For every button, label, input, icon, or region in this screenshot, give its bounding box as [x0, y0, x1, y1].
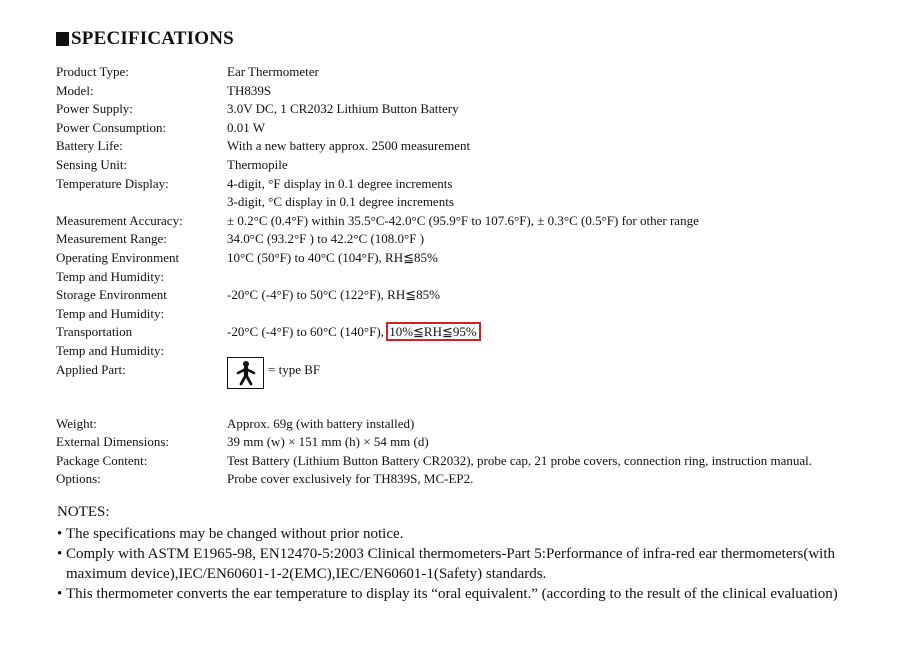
spec-label: External Dimensions: — [56, 434, 170, 450]
spec-value — [227, 323, 481, 342]
spec-label: Battery Life: — [56, 138, 123, 154]
note-text: The specifications may be changed without prior notice. — [66, 526, 404, 542]
spec-row-measurement-accuracy — [56, 212, 896, 231]
spec-row-storage-environment — [56, 286, 896, 305]
spec-row-operating-humidity — [56, 268, 896, 287]
spec-row-operating-environment — [56, 249, 896, 268]
bullet: • — [57, 546, 63, 562]
spec-value: TH839S — [227, 82, 272, 98]
spec-label: Weight: — [56, 415, 97, 431]
spec-row-external-dimensions — [56, 433, 896, 452]
spec-value: 4-digit, °F display in 0.1 degree increments — [227, 175, 453, 191]
spec-label: Temp and Humidity: — [56, 268, 165, 284]
spec-value: Probe cover exclusively for TH839S, MC-EP2. — [227, 471, 474, 487]
spec-value — [227, 361, 320, 393]
list-item — [57, 524, 897, 544]
title-square-icon — [56, 32, 69, 46]
spec-value: 3.0V DC, 1 CR2032 Lithium Button Battery — [227, 101, 459, 117]
spec-row-battery-life — [56, 137, 896, 156]
spec-value: 34.0°C (93.2°F ) to 42.2°C (108.0°F ) — [227, 231, 425, 247]
spec-label: Product Type: — [56, 64, 129, 79]
spec-row-temperature-display — [56, 175, 896, 194]
bullet: • — [57, 586, 63, 602]
spec-row-storage-humidity — [56, 305, 896, 324]
spec-value: 3-digit, °C display in 0.1 degree increments — [227, 194, 454, 210]
spec-row-measurement-range — [56, 230, 896, 249]
spec-row-temperature-display-2 — [56, 193, 896, 212]
spec-label: Transportation — [56, 324, 133, 340]
spec-row-sensing-unit — [56, 156, 896, 175]
spec-row-applied-part — [56, 361, 896, 397]
spec-label: Temperature Display: — [56, 175, 169, 191]
notes-title: NOTES: — [57, 504, 110, 520]
spec-value: -20°C (-4°F) to 50°C (122°F), RH≦85% — [227, 287, 440, 303]
spec-value: Approx. 69g (with battery installed) — [227, 415, 415, 431]
spec-row-package-content — [56, 452, 896, 471]
spec-value: Thermopile — [227, 156, 288, 172]
list-item — [57, 584, 897, 604]
spec-row-power-supply — [56, 100, 896, 119]
notes-section — [57, 502, 897, 604]
spec-label: Model: — [56, 82, 94, 98]
spec-label: Options: — [56, 471, 101, 487]
note-text: Comply with ASTM E1965-98, EN12470-5:2003 Clinical thermometers-Part 5:Performance of infra-red ear thermometers(with maximum device),IEC/EN60601-1-2(EMC),IEC/EN60601-1(Safety) standards. — [66, 546, 835, 582]
spec-label: Package Content: — [56, 452, 148, 468]
spec-label: Storage Environment — [56, 287, 167, 303]
spec-row-weight — [56, 415, 896, 434]
spec-value: With a new battery approx. 2500 measurement — [227, 138, 471, 154]
spec-value: 10°C (50°F) to 40°C (104°F), RH≦85% — [227, 249, 438, 265]
spec-label: Power Consumption: — [56, 119, 167, 135]
spec-value: Test Battery (Lithium Button Battery CR2032), probe cap, 21 probe covers, connection ring, instruction manual. — [227, 452, 813, 468]
type-bf-person-icon — [227, 357, 264, 389]
bullet: • — [57, 526, 63, 542]
spec-label: Operating Environment — [56, 249, 180, 265]
spec-label: Sensing Unit: — [56, 156, 128, 172]
spec-value: 0.01 W — [227, 119, 266, 135]
spec-row-product-type — [56, 63, 896, 82]
spec-row-transportation — [56, 323, 896, 342]
highlighted-humidity-range: 10%≦RH≦95% — [386, 322, 481, 341]
spec-row-power-consumption — [56, 119, 896, 138]
title-text: SPECIFICATIONS — [71, 28, 234, 49]
spec-label: Measurement Range: — [56, 231, 167, 247]
type-bf-text: = type BF — [268, 361, 321, 377]
spacer — [56, 397, 896, 415]
spec-label: Power Supply: — [56, 101, 133, 117]
spec-row-model — [56, 82, 896, 101]
list-item — [57, 544, 897, 584]
spec-label: Applied Part: — [56, 361, 126, 377]
spec-value: Ear Thermometer — [227, 64, 319, 79]
spec-value-text: -20°C (-4°F) to 60°C (140°F), — [227, 324, 388, 340]
spec-row-options — [56, 470, 896, 489]
spec-label: Measurement Accuracy: — [56, 212, 183, 228]
spec-label: Temp and Humidity: — [56, 342, 165, 358]
spec-label: Temp and Humidity: — [56, 305, 165, 321]
spec-value: ± 0.2°C (0.4°F) within 35.5°C-42.0°C (95.9°F to 107.6°F), ± 0.3°C (0.5°F) for other range — [227, 212, 699, 228]
spec-value: 39 mm (w) × 151 mm (h) × 54 mm (d) — [227, 434, 429, 450]
page-title — [56, 28, 234, 50]
note-text: This thermometer converts the ear temperature to display its “oral equivalent.” (according to the result of the clinical evaluation) — [66, 586, 838, 602]
spec-row-transport-humidity — [56, 342, 896, 361]
spec-table — [56, 63, 896, 489]
